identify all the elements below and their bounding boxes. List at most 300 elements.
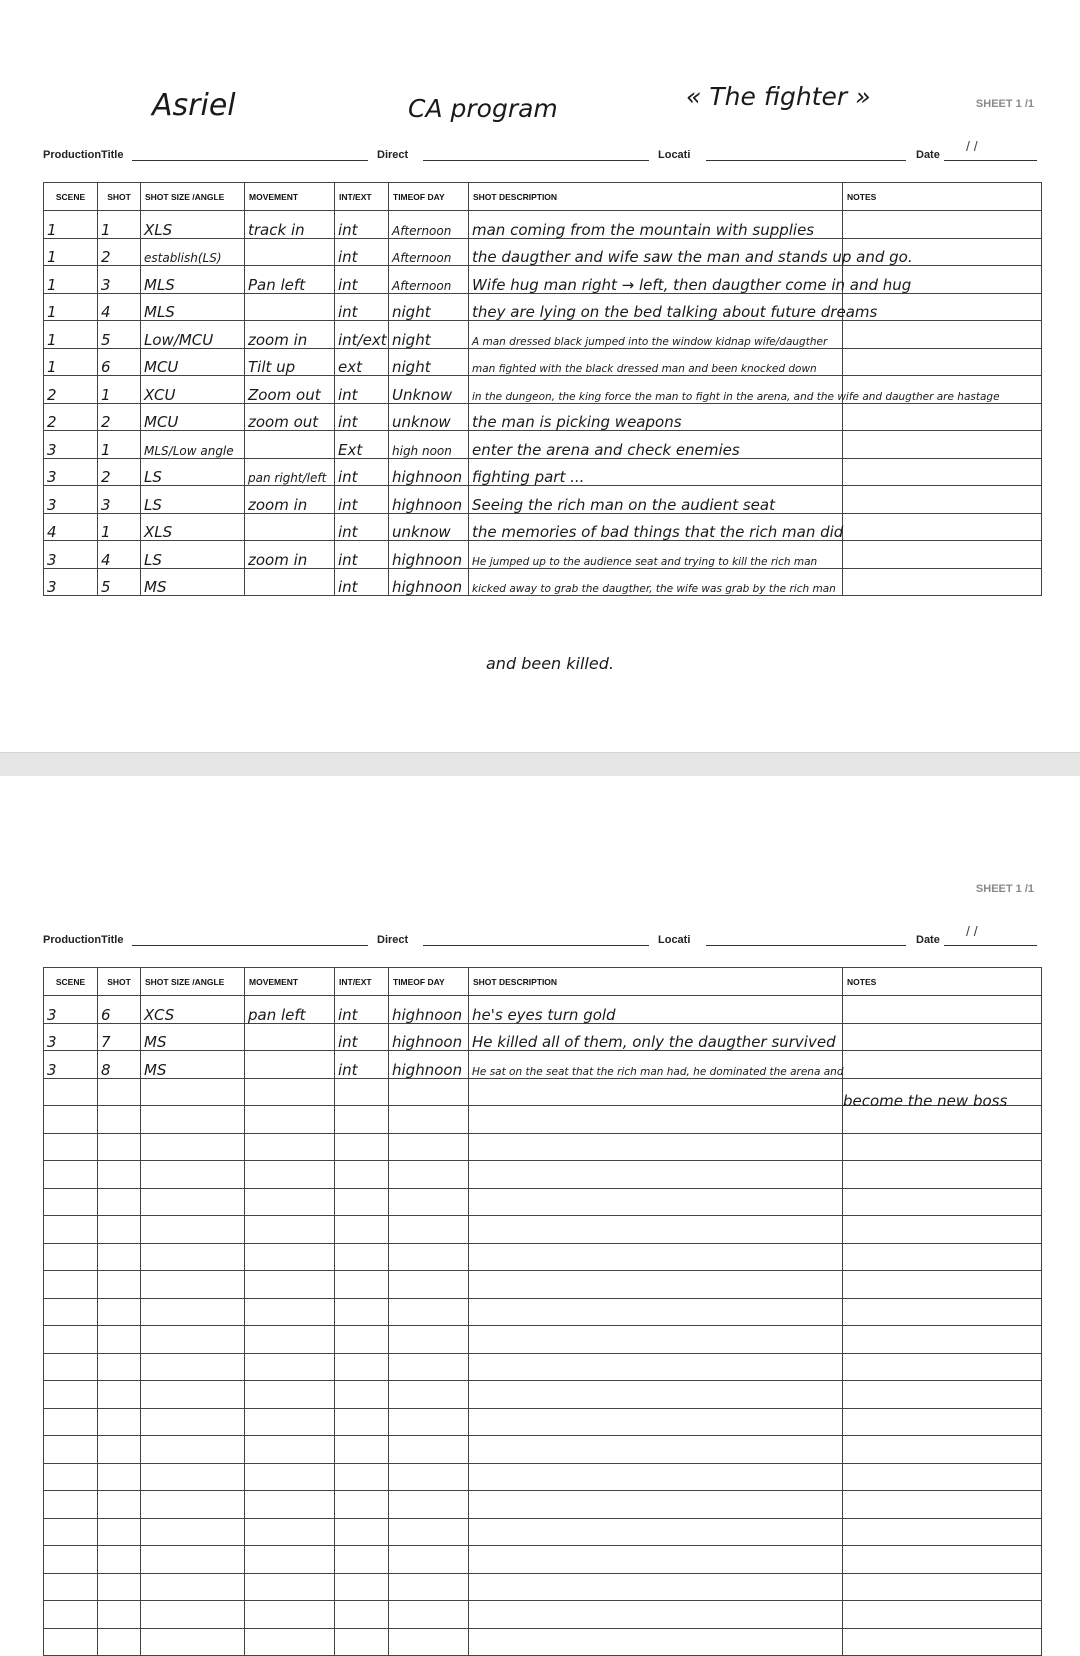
location-line	[706, 160, 906, 161]
cell-shot-size	[141, 1601, 245, 1629]
cell-movement	[245, 1078, 335, 1106]
time-of-day-value: Afternoon	[392, 223, 452, 238]
date-value: / /	[966, 923, 978, 939]
time-of-day-value: unknow	[392, 413, 451, 431]
cell-notes	[843, 1326, 1042, 1354]
time-of-day-value: highnoon	[392, 1033, 463, 1051]
cell-shot	[98, 1216, 141, 1244]
date-value: / /	[966, 138, 978, 154]
shot-description-value: in the dungeon, the king force the man to fight in the arena, and the wife and daugther are hastage	[472, 390, 1000, 403]
cell-movement	[245, 1408, 335, 1436]
shot-description-value: fighting part ...	[472, 468, 585, 486]
table-row	[44, 458, 1042, 486]
cell-shot-size	[141, 321, 245, 349]
table-row	[44, 431, 1042, 459]
location-line	[706, 945, 906, 946]
cell-movement	[245, 1628, 335, 1656]
cell-notes	[843, 431, 1042, 459]
header-movement: MOVEMENT	[245, 183, 335, 211]
cell-int-ext	[335, 1271, 389, 1299]
time-of-day-value: Afternoon	[392, 251, 452, 265]
cell-int-ext	[335, 486, 389, 514]
cell-time-of-day	[389, 1546, 469, 1574]
cell-time-of-day	[389, 513, 469, 541]
cell-scene	[44, 376, 98, 404]
shot-size-value: XCS	[144, 1005, 175, 1024]
cell-time-of-day	[389, 1078, 469, 1106]
cell-shot-description	[469, 1353, 843, 1381]
cell-shot-size	[141, 376, 245, 404]
int-ext-value: Ext	[338, 440, 363, 459]
director-line	[423, 945, 649, 946]
cell-shot-description	[469, 1573, 843, 1601]
cell-shot	[98, 1491, 141, 1519]
shot-size-value: Low/MCU	[144, 330, 214, 349]
cell-time-of-day	[389, 238, 469, 266]
cell-scene	[44, 1023, 98, 1051]
cell-shot-size	[141, 403, 245, 431]
cell-movement	[245, 486, 335, 514]
cell-notes	[843, 1271, 1042, 1299]
cell-shot-description	[469, 1546, 843, 1574]
cell-scene	[44, 513, 98, 541]
director-label: Direct	[377, 149, 409, 161]
table-row	[44, 1408, 1042, 1436]
cell-int-ext	[335, 321, 389, 349]
cell-scene	[44, 458, 98, 486]
cell-int-ext	[335, 1298, 389, 1326]
cell-shot-size	[141, 458, 245, 486]
cell-int-ext	[335, 1353, 389, 1381]
sheet-2	[0, 776, 1080, 1485]
time-of-day-value: highnoon	[392, 578, 463, 596]
shot-value: 8	[101, 1060, 111, 1079]
cell-scene	[44, 1298, 98, 1326]
cell-int-ext	[335, 211, 389, 239]
cell-time-of-day	[389, 403, 469, 431]
cell-movement	[245, 1601, 335, 1629]
table-row	[44, 266, 1042, 294]
cell-int-ext	[335, 1463, 389, 1491]
cell-scene	[44, 1133, 98, 1161]
cell-time-of-day	[389, 321, 469, 349]
cell-notes	[843, 1161, 1042, 1189]
cell-shot	[98, 376, 141, 404]
cell-shot-size	[141, 1546, 245, 1574]
cell-shot-description	[469, 1628, 843, 1656]
shot-description-value: the daugther and wife saw the man and stands up and go.	[472, 248, 913, 266]
movement-value: Zoom out	[248, 385, 321, 404]
header-scene: SCENE	[44, 183, 98, 211]
cell-shot	[98, 321, 141, 349]
shot-size-value: MS	[144, 1060, 167, 1079]
cell-notes	[843, 541, 1042, 569]
cell-time-of-day	[389, 376, 469, 404]
cell-shot-size	[141, 568, 245, 596]
cell-movement	[245, 1518, 335, 1546]
date-label: Date	[916, 149, 940, 161]
table-row	[44, 321, 1042, 349]
cell-shot-size	[141, 1436, 245, 1464]
cell-shot-size	[141, 1078, 245, 1106]
cell-scene	[44, 1353, 98, 1381]
cell-shot-size	[141, 1463, 245, 1491]
sheet-number: SHEET 1 /1	[975, 98, 1034, 110]
production-title-line	[132, 945, 368, 946]
cell-int-ext	[335, 266, 389, 294]
cell-notes	[843, 1518, 1042, 1546]
header-time-of-day: TIMEOF DAY	[389, 968, 469, 996]
cell-shot-description	[469, 1078, 843, 1106]
cell-shot-size	[141, 211, 245, 239]
shot-size-value: LS	[144, 495, 162, 514]
cell-time-of-day	[389, 1408, 469, 1436]
scene-value: 1	[47, 303, 57, 321]
table-row	[44, 1298, 1042, 1326]
cell-shot-size	[141, 348, 245, 376]
cell-notes	[843, 1188, 1042, 1216]
cell-int-ext	[335, 1188, 389, 1216]
shot-description-value: man fighted with the black dressed man and been knocked down	[472, 363, 817, 375]
cell-int-ext	[335, 238, 389, 266]
cell-movement	[245, 403, 335, 431]
cell-scene	[44, 1381, 98, 1409]
cell-time-of-day	[389, 1133, 469, 1161]
shot-size-value: LS	[144, 468, 162, 486]
scene-value: 3	[47, 578, 57, 596]
cell-int-ext	[335, 1628, 389, 1656]
cell-movement	[245, 1023, 335, 1051]
director-label: Direct	[377, 934, 409, 946]
table-row	[44, 1216, 1042, 1244]
cell-shot	[98, 1518, 141, 1546]
time-of-day-value: highnoon	[392, 1060, 463, 1079]
cell-movement	[245, 1573, 335, 1601]
header-shot-description: SHOT DESCRIPTION	[469, 968, 843, 996]
cell-shot	[98, 1381, 141, 1409]
cell-scene	[44, 1106, 98, 1134]
table-row	[44, 211, 1042, 239]
shot-value: 4	[101, 550, 111, 569]
table-row	[44, 1491, 1042, 1519]
cell-notes	[843, 513, 1042, 541]
cell-movement	[245, 1381, 335, 1409]
scene-value: 3	[47, 495, 57, 514]
cell-shot	[98, 1078, 141, 1106]
cell-shot-size	[141, 1023, 245, 1051]
cell-movement	[245, 1188, 335, 1216]
cell-scene	[44, 1161, 98, 1189]
cell-time-of-day	[389, 1436, 469, 1464]
cell-scene	[44, 1546, 98, 1574]
cell-movement	[245, 1436, 335, 1464]
time-of-day-value: highnoon	[392, 1005, 463, 1024]
cell-notes	[843, 1573, 1042, 1601]
cell-int-ext	[335, 1573, 389, 1601]
table-row	[44, 541, 1042, 569]
cell-shot-description	[469, 266, 912, 294]
cell-shot-description	[469, 568, 843, 596]
shot-value: 1	[101, 440, 111, 459]
time-of-day-value: highnoon	[392, 468, 463, 486]
shot-description-value: he's eyes turn gold	[472, 1005, 616, 1024]
cell-shot	[98, 1463, 141, 1491]
int-ext-value: int/ext	[338, 330, 387, 349]
cell-movement	[245, 1161, 335, 1189]
cell-shot-size	[141, 513, 245, 541]
cell-scene	[44, 1271, 98, 1299]
cell-shot-description	[469, 1051, 843, 1079]
shot-size-value: MLS	[144, 303, 175, 321]
table-row	[44, 1436, 1042, 1464]
cell-movement	[245, 1271, 335, 1299]
shot-value: 5	[101, 578, 111, 596]
cell-shot	[98, 431, 141, 459]
cell-shot-description	[469, 1023, 843, 1051]
cell-shot-description	[469, 1188, 843, 1216]
cell-shot-description	[469, 1161, 843, 1189]
cell-time-of-day	[389, 1601, 469, 1629]
cell-scene	[44, 1243, 98, 1271]
cell-scene	[44, 321, 98, 349]
shot-description-value: He jumped up to the audience seat and trying to kill the rich man	[472, 555, 818, 568]
cell-movement	[245, 513, 335, 541]
cell-shot-description	[469, 1133, 843, 1161]
shot-value: 1	[101, 220, 111, 239]
cell-shot-size	[141, 1326, 245, 1354]
cell-scene	[44, 1573, 98, 1601]
cell-notes	[843, 1051, 1042, 1079]
int-ext-value: int	[338, 1060, 358, 1079]
cell-shot-description	[469, 238, 913, 266]
movement-value: track in	[248, 220, 305, 239]
cell-int-ext	[335, 1436, 389, 1464]
cell-shot-description	[469, 211, 843, 239]
cell-time-of-day	[389, 541, 469, 569]
scene-value: 2	[47, 413, 57, 431]
handwritten-program: CA program	[408, 94, 558, 123]
time-of-day-value: night	[392, 358, 431, 376]
int-ext-value: int	[338, 248, 358, 266]
handwritten-film-title: « The fighter »	[686, 82, 871, 111]
location-label: Locati	[658, 149, 691, 161]
cell-movement	[245, 996, 335, 1024]
time-of-day-value: night	[392, 330, 431, 349]
cell-int-ext	[335, 376, 389, 404]
cell-shot	[98, 211, 141, 239]
cell-notes	[843, 1353, 1042, 1381]
shot-description-value: He sat on the seat that the rich man had, he dominated the arena and	[472, 1065, 844, 1078]
cell-scene	[44, 1188, 98, 1216]
cell-time-of-day	[389, 1216, 469, 1244]
shot-description-value: the man is picking weapons	[472, 413, 682, 431]
cell-shot-description	[469, 1271, 843, 1299]
cell-notes	[843, 1546, 1042, 1574]
header-shot: SHOT	[98, 183, 141, 211]
header-scene: SCENE	[44, 968, 98, 996]
cell-scene	[44, 1408, 98, 1436]
shot-value: 2	[101, 413, 111, 431]
cell-shot	[98, 1023, 141, 1051]
int-ext-value: int	[338, 220, 358, 239]
cell-shot-size	[141, 431, 245, 459]
cell-shot-size	[141, 1353, 245, 1381]
cell-shot	[98, 1271, 141, 1299]
movement-value: zoom in	[248, 330, 308, 349]
shot-value: 4	[101, 303, 111, 321]
cell-scene	[44, 541, 98, 569]
table-row	[44, 293, 1042, 321]
cell-int-ext	[335, 1601, 389, 1629]
cell-notes	[843, 1216, 1042, 1244]
cell-movement	[245, 293, 335, 321]
cell-shot	[98, 266, 141, 294]
table-row	[44, 1188, 1042, 1216]
cell-shot-size	[141, 238, 245, 266]
header-time-of-day: TIMEOF DAY	[389, 183, 469, 211]
cell-movement	[245, 266, 335, 294]
cell-movement	[245, 1051, 335, 1079]
production-title-label: ProductionTitle	[43, 149, 124, 161]
int-ext-value: int	[338, 413, 358, 431]
cell-shot	[98, 1161, 141, 1189]
scene-value: 1	[47, 275, 57, 294]
cell-shot-description	[469, 1216, 843, 1244]
cell-movement	[245, 1463, 335, 1491]
shot-size-value: MS	[144, 1033, 167, 1051]
table-row	[44, 1023, 1042, 1051]
int-ext-value: int	[338, 523, 358, 541]
time-of-day-value: highnoon	[392, 495, 463, 514]
cell-int-ext	[335, 458, 389, 486]
cell-shot-description	[469, 1298, 843, 1326]
handwritten-name: Asriel	[152, 88, 236, 123]
time-of-day-value: high noon	[392, 443, 452, 458]
shot-description-value: A man dressed black jumped into the window kidnap wife/daugther	[472, 335, 828, 348]
shot-size-value: MLS	[144, 275, 175, 294]
header-shot-description: SHOT DESCRIPTION	[469, 183, 843, 211]
cell-movement	[245, 348, 335, 376]
cell-shot	[98, 541, 141, 569]
shot-description-value: Wife hug man right → left, then daugther come in and hug	[472, 275, 912, 294]
cell-int-ext	[335, 1326, 389, 1354]
shot-value: 7	[101, 1033, 111, 1051]
header-notes: NOTES	[843, 968, 1042, 996]
int-ext-value: int	[338, 468, 358, 486]
production-title-line	[132, 160, 368, 161]
time-of-day-value: Unknow	[392, 385, 453, 404]
shot-description-value: enter the arena and check enemies	[472, 440, 740, 459]
cell-movement	[245, 1326, 335, 1354]
cell-shot-size	[141, 1243, 245, 1271]
cell-movement	[245, 238, 335, 266]
cell-time-of-day	[389, 1381, 469, 1409]
cell-shot	[98, 1326, 141, 1354]
cell-shot-size	[141, 1381, 245, 1409]
shot-description-value: man coming from the mountain with supplies	[472, 220, 815, 239]
cell-notes	[843, 321, 1042, 349]
shot-size-value: MLS/Low angle	[144, 443, 234, 458]
notes-overflow: become the new boss	[843, 1092, 1008, 1110]
cell-shot-description	[469, 1463, 843, 1491]
cell-shot-description	[469, 1436, 843, 1464]
cell-shot	[98, 1188, 141, 1216]
cell-int-ext	[335, 1546, 389, 1574]
scene-value: 1	[47, 330, 57, 349]
cell-shot-description	[469, 541, 843, 569]
cell-shot-size	[141, 1518, 245, 1546]
cell-notes	[843, 1601, 1042, 1629]
cell-shot	[98, 513, 141, 541]
cell-notes	[843, 568, 1042, 596]
cell-shot-size	[141, 1216, 245, 1244]
table-row	[44, 1573, 1042, 1601]
cell-time-of-day	[389, 996, 469, 1024]
cell-shot-description	[469, 1408, 843, 1436]
shot-description-value: the memories of bad things that the rich man did	[472, 523, 844, 541]
sheet-number: SHEET 1 /1	[975, 883, 1034, 895]
header-int-ext: INT/EXT	[335, 183, 389, 211]
int-ext-value: int	[338, 275, 358, 294]
cell-scene	[44, 266, 98, 294]
cell-int-ext	[335, 1216, 389, 1244]
production-title-label: ProductionTitle	[43, 934, 124, 946]
movement-value: pan right/left	[248, 471, 327, 485]
cell-time-of-day	[389, 1353, 469, 1381]
shot-list-table	[43, 967, 1042, 1656]
cell-time-of-day	[389, 1326, 469, 1354]
table-row	[44, 513, 1042, 541]
cell-int-ext	[335, 1381, 389, 1409]
cell-int-ext	[335, 1106, 389, 1134]
table-row	[44, 486, 1042, 514]
movement-value: zoom in	[248, 495, 308, 514]
cell-scene	[44, 996, 98, 1024]
cell-shot-description	[469, 348, 843, 376]
cell-scene	[44, 1463, 98, 1491]
cell-notes	[843, 211, 1042, 239]
cell-time-of-day	[389, 1051, 469, 1079]
cell-time-of-day	[389, 568, 469, 596]
cell-shot-size	[141, 1628, 245, 1656]
cell-scene	[44, 568, 98, 596]
cell-scene	[44, 293, 98, 321]
page-divider	[0, 752, 1080, 778]
cell-shot-description	[469, 996, 843, 1024]
director-line	[423, 160, 649, 161]
cell-notes	[843, 1023, 1042, 1051]
cell-scene	[44, 1216, 98, 1244]
shot-description-value: kicked away to grab the daugther, the wife was grab by the rich man	[472, 583, 836, 595]
shot-description-value: Seeing the rich man on the audient seat	[472, 495, 775, 514]
cell-int-ext	[335, 996, 389, 1024]
cell-notes	[843, 1463, 1042, 1491]
int-ext-value: int	[338, 1005, 358, 1024]
cell-time-of-day	[389, 211, 469, 239]
scene-value: 3	[47, 550, 57, 569]
cell-notes	[843, 1491, 1042, 1519]
cell-shot-description	[469, 431, 843, 459]
cell-time-of-day	[389, 266, 469, 294]
cell-movement	[245, 1353, 335, 1381]
scene-value: 1	[47, 220, 57, 239]
cell-shot	[98, 293, 141, 321]
movement-value: pan left	[248, 1005, 306, 1024]
cell-time-of-day	[389, 1243, 469, 1271]
cell-shot	[98, 1408, 141, 1436]
scene-value: 3	[47, 1060, 57, 1079]
cell-shot-description	[469, 1326, 843, 1354]
